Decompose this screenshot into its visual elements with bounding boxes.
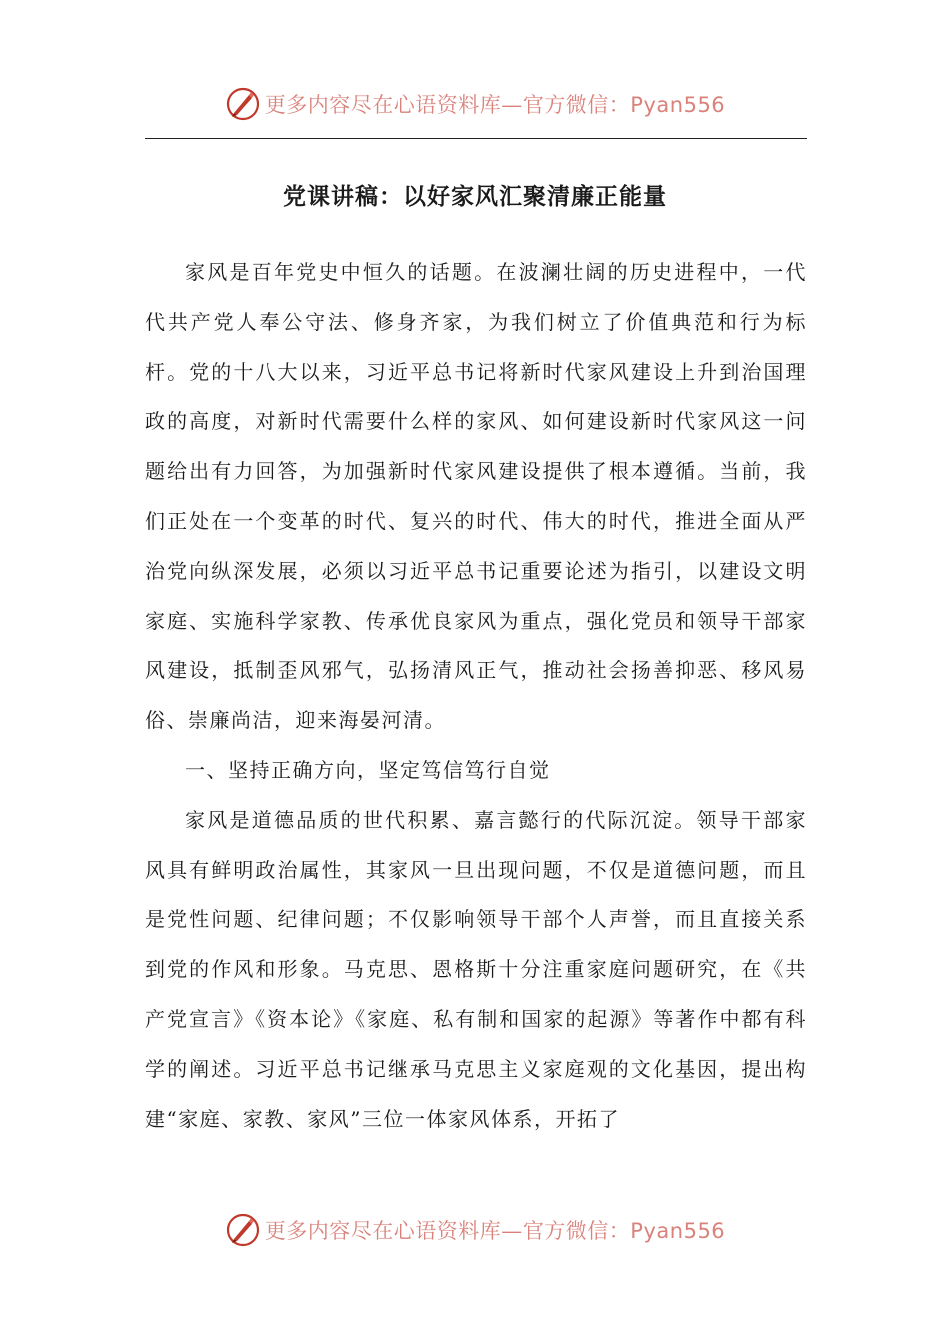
pen-logo-icon — [225, 1212, 261, 1248]
header-divider — [145, 138, 807, 139]
body-paragraph-1: 家风是百年党史中恒久的话题。在波澜壮阔的历史进程中，一代代共产党人奉公守法、修身齐家，为我们树立了价值典范和行为标杆。党的十八大以来，习近平总书记将新时代家风建设上升到治国理政的高度，对新时代需要什么样的家风、如何建设新时代家风这一问题给出有力回答，为加强新时代家风建设提供了根本遵循。当前，我们正处在一个变革的时代、复兴的时代、伟大的时代，推进全面从严治党向纵深发展，必须以习近平总书记重要论述为指引，以建设文明家庭、实施科学家教、传承优良家风为重点，强化党员和领导干部家风建设，抵制歪风邪气，弘扬清风正气，推动社会扬善抑恶、移风易俗、崇廉尚洁，迎来海晏河清。 — [145, 260, 807, 733]
section-heading-1: 一、坚持正确方向，坚定笃信笃行自觉 — [185, 757, 551, 782]
pen-logo-icon — [225, 86, 261, 122]
body-paragraph-2: 家风是道德品质的世代积累、嘉言懿行的代际沉淀。领导干部家风具有鲜明政治属性，其家风一旦出现问题，不仅是道德问题，而且是党性问题、纪律问题；不仅影响领导干部个人声誉，而且直接关系到党的作风和形象。马克思、恩格斯十分注重家庭问题研究，在《共产党宣言》《资本论》《家庭、私有制和国家的起源》等著作中都有科学的阐述。习近平总书记继承马克思主义家庭观的文化基因，提出构建“家庭、家教、家风”三位一体家风体系，开拓了 — [145, 807, 807, 1131]
footer-watermark-text: 更多内容尽在心语资料库—官方微信：Pyan556 — [264, 1219, 726, 1243]
header-watermark-text: 更多内容尽在心语资料库—官方微信：Pyan556 — [264, 93, 726, 117]
footer-watermark-banner — [0, 1210, 950, 1250]
header-watermark-banner — [0, 84, 950, 124]
document-title: 党课讲稿：以好家风汇聚清廉正能量 — [283, 183, 667, 210]
document-body — [145, 248, 807, 1144]
